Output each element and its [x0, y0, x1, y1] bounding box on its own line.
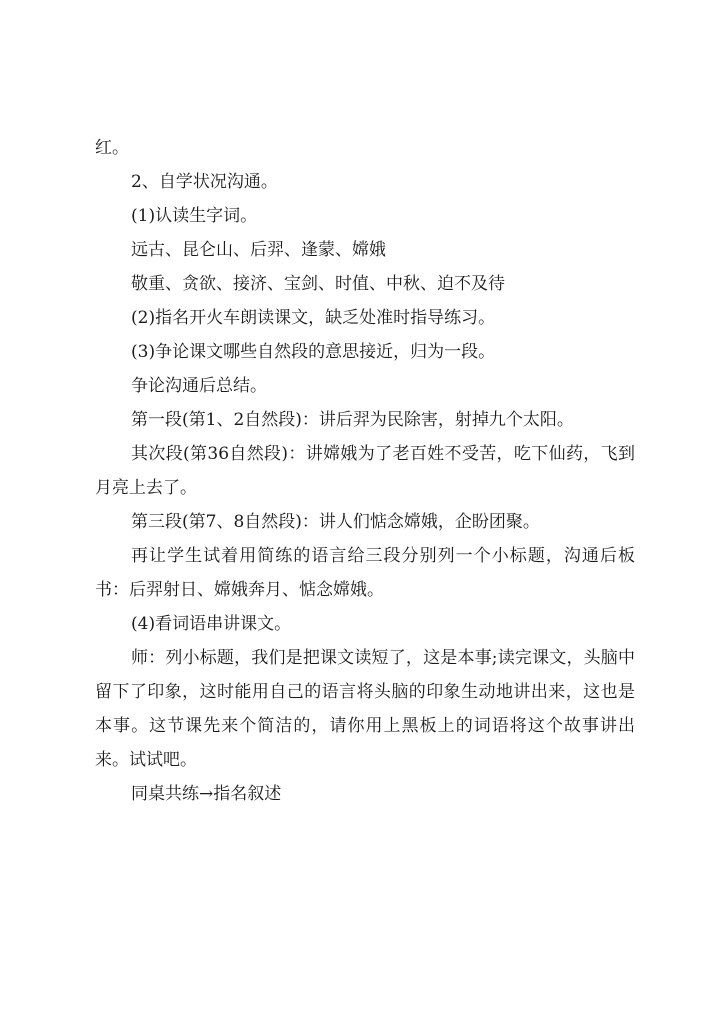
- paragraph: (2)指名开火车朗读课文，缺乏处准时指导练习。: [131, 308, 496, 328]
- paragraph: 同桌共练→指名叙述: [131, 784, 282, 804]
- document-body: [95, 131, 635, 811]
- paragraph: 第一段(第1、2自然段)：讲后羿为民除害，射掉九个太阳。: [131, 410, 574, 430]
- paragraph: (4)看词语串讲课文。: [131, 614, 292, 634]
- paragraph: 红。: [95, 138, 129, 158]
- paragraph: 再让学生试着用简练的语言给三段分别列一个小标题，沟通后板书：后羿射日、嫦娥奔月、惦念嫦娥。: [95, 546, 635, 600]
- paragraph: 远古、昆仑山、后羿、逢蒙、嫦娥: [131, 240, 386, 260]
- paragraph: 师：列小标题，我们是把课文读短了，这是本事;读完课文，头脑中留下了印象，这时能用自己的语言将头脑的印象生动地讲出来，这也是本事。这节课先来个简洁的，请你用上黑板上的词语将这个故事讲出来。试试吧。: [95, 648, 635, 770]
- paragraph: 其次段(第36自然段)：讲嫦娥为了老百姓不受苦，吃下仙药，飞到月亮上去了。: [95, 444, 635, 498]
- paragraph: 2、自学状况沟通。: [131, 172, 278, 192]
- paragraph: 敬重、贪欲、接济、宝剑、时值、中秋、迫不及待: [131, 274, 505, 294]
- paragraph: (3)争论课文哪些自然段的意思接近，归为一段。: [131, 342, 496, 362]
- paragraph: 争论沟通后总结。: [131, 376, 267, 396]
- paragraph: (1)认读生字词。: [131, 206, 258, 226]
- paragraph: 第三段(第7、8自然段)：讲人们惦念嫦娥，企盼团聚。: [131, 512, 540, 532]
